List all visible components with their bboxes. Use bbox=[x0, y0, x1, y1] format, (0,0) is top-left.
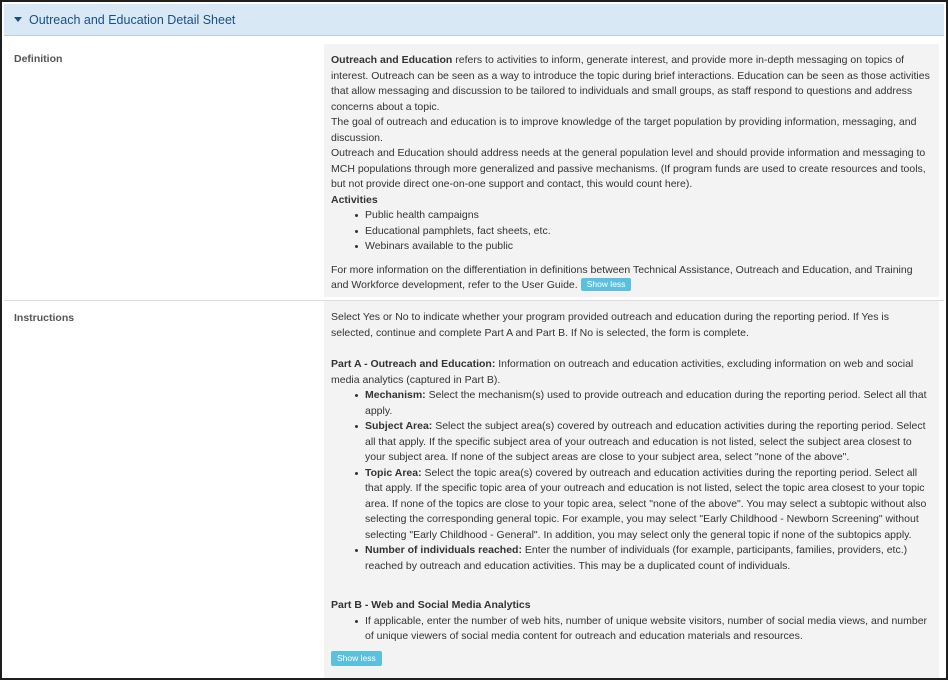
definition-row bbox=[4, 39, 944, 297]
activities-heading: Activities bbox=[331, 193, 378, 206]
caret-down-icon[interactable] bbox=[14, 17, 22, 22]
more-info-text: For more information on the differentiation in definitions between Technical Assistance, Outreach and Education, and Training and Workforce development, refer to the User Guide. bbox=[331, 263, 913, 291]
topic-area-term: Topic Area: bbox=[365, 466, 422, 479]
list-item bbox=[365, 419, 931, 466]
topic-area-text: Select the topic area(s) covered by outreach and education activities during the reporting period. Select all that apply. If the specific topic area of your outreach and education is not listed, select the topic area closest to your topic area. If none of the topics are close to your topic area, select "none of the above". You may select a subtopic without also selecting the corresponding general topic. For example, you may select "Early Childhood - Newborn Screening" without selecting "Early Childhood - General". In addition, you may select only the general topic if none of the subtopics apply. bbox=[365, 466, 927, 541]
subject-area-term: Subject Area: bbox=[365, 420, 433, 432]
panel-header[interactable] bbox=[4, 4, 944, 36]
definition-intro-text: refers to activities to inform, generate interest, and provide more in-depth messaging on topics of interest. Outreach can be seen as a way to introduce the topic during brief interactions. Education can be seen as those activities that allow messaging and discussion to be tailored to individuals and small groups, as staff respond to questions and address concerns about a topic. bbox=[331, 54, 930, 113]
mechanism-text: Select the mechanism(s) used to provide outreach and education during the reporting period. Select all that apply. bbox=[365, 389, 927, 417]
definition-intro bbox=[331, 53, 931, 115]
mechanism-term: Mechanism: bbox=[365, 389, 426, 401]
list-item: Educational pamphlets, fact sheets, etc. bbox=[365, 224, 931, 240]
part-b-list bbox=[331, 614, 931, 645]
show-less-button[interactable]: Show less bbox=[331, 651, 382, 666]
definition-goal: The goal of outreach and education is to improve knowledge of the target population by providing information, messaging, and discussion. bbox=[331, 116, 917, 144]
list-item bbox=[365, 543, 931, 574]
part-a-list bbox=[331, 388, 931, 574]
definition-content bbox=[324, 44, 939, 297]
instructions-label: Instructions bbox=[14, 312, 75, 324]
subject-area-text: Select the subject area(s) covered by outreach and education activities during the reporting period. Select all that apply. If the specific subject area of your outreach and education is not listed, select the subject area closest to your subject area. If none of the subject areas are close to your subject area, select "none of the above". bbox=[365, 420, 926, 463]
individuals-reached-term: Number of individuals reached: bbox=[365, 544, 522, 556]
instructions-intro: Select Yes or No to indicate whether your program provided outreach and education during the reporting period. If Yes is selected, continue and complete Part A and Part B. If No is selected, the form is complete. bbox=[331, 311, 890, 339]
list-item bbox=[365, 388, 931, 419]
list-item bbox=[365, 466, 931, 544]
panel-title: Outreach and Education Detail Sheet bbox=[29, 12, 236, 27]
definition-intro-term: Outreach and Education bbox=[331, 54, 453, 66]
part-a-header bbox=[331, 357, 931, 388]
list-item: Webinars available to the public bbox=[365, 239, 931, 255]
instructions-content bbox=[324, 301, 939, 680]
instructions-row bbox=[4, 301, 944, 680]
part-b-title: Part B - Web and Social Media Analytics bbox=[331, 599, 531, 611]
definition-label: Definition bbox=[14, 53, 63, 65]
list-item: If applicable, enter the number of web hits, number of unique website visitors, number of social media views, and number of unique viewers of social media content for outreach and education materials and resources. bbox=[365, 614, 931, 645]
show-less-button[interactable]: Show less bbox=[581, 278, 632, 291]
part-a-desc: Information on outreach and education activities, excluding information on web and social media analytics (captured in Part B). bbox=[331, 358, 914, 386]
definition-address: Outreach and Education should address needs at the general population level and should provide information and messaging to MCH populations through more generalized and passive mechanisms. (If program funds are used to create resources and tools, but not provide direct one-on-one support and contact, this would count here). bbox=[331, 147, 926, 190]
part-a-title: Part A - Outreach and Education: bbox=[331, 358, 496, 370]
individuals-reached-text: Enter the number of individuals (for example, participants, families, providers, etc.) reached by outreach and education activities. This may be a duplicated count of individuals. bbox=[365, 544, 908, 572]
list-item: Public health campaigns bbox=[365, 208, 931, 224]
activities-list bbox=[331, 208, 931, 255]
definition-more-info bbox=[331, 263, 931, 294]
